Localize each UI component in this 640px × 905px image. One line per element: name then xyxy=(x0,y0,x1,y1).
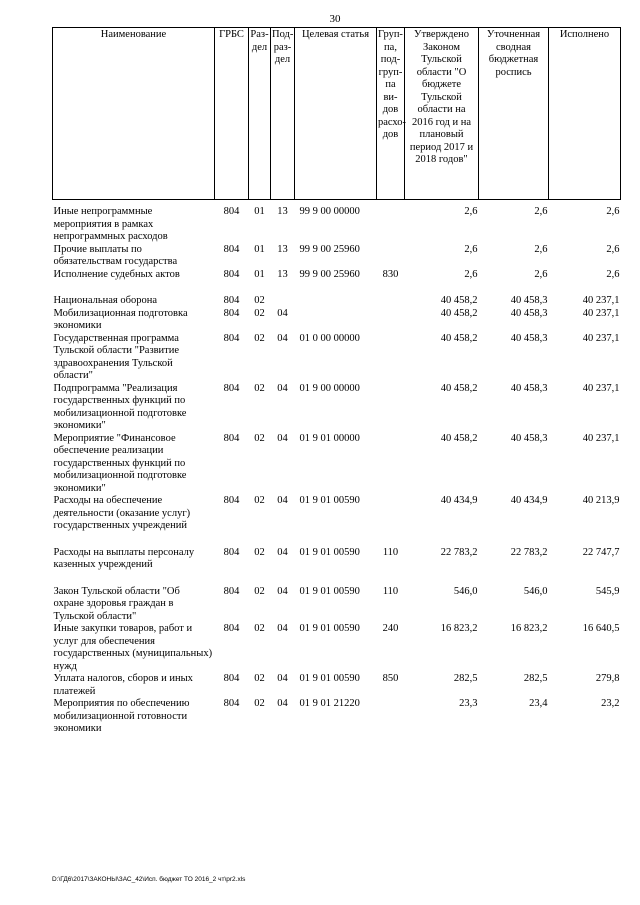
header-grbs: ГРБС xyxy=(215,28,249,200)
table-row xyxy=(53,206,621,244)
row-utochnennaya: 2,6 xyxy=(534,206,548,217)
row-podrazdel: 04 xyxy=(277,307,288,319)
spacer-row xyxy=(53,281,621,295)
row-celevaya: 99 9 00 25960 xyxy=(299,243,360,255)
row-utverzhdeno: 2,6 xyxy=(464,243,478,255)
row-ispolneno: 279,8 xyxy=(595,673,620,684)
row-name: Национальная оборона xyxy=(53,295,157,306)
row-podrazdel xyxy=(271,295,295,308)
row-celevaya xyxy=(295,295,377,308)
row-utverzhdeno: 22 783,2 xyxy=(440,546,478,558)
row-utochnennaya: 2,6 xyxy=(534,268,548,280)
row-ispolneno: 40 237,1 xyxy=(582,307,620,319)
row-utochnennaya: 546,0 xyxy=(523,585,548,597)
row-ispolneno: 40 237,1 xyxy=(582,295,620,306)
row-utverzhdeno: 546,0 xyxy=(453,585,478,597)
row-celevaya: 01 9 01 00590 xyxy=(299,495,360,506)
row-podrazdel: 04 xyxy=(277,623,288,634)
row-name: Иные непрограммные мероприятия в рамках непрограммных расходов xyxy=(53,206,168,242)
page-number: 30 xyxy=(329,13,341,25)
row-grbs: 804 xyxy=(223,206,240,217)
row-grbs: 804 xyxy=(223,295,240,306)
row-utverzhdeno: 16 823,2 xyxy=(440,623,478,634)
row-utochnennaya: 40 458,3 xyxy=(510,432,548,444)
row-utochnennaya: 23,4 xyxy=(529,698,548,709)
row-utochnennaya: 40 458,3 xyxy=(510,382,548,394)
row-utverzhdeno: 40 458,2 xyxy=(440,307,478,319)
row-ispolneno: 2,6 xyxy=(606,268,620,280)
row-utochnennaya: 22 783,2 xyxy=(510,546,548,558)
row-grbs: 804 xyxy=(223,698,240,709)
row-razdel: 02 xyxy=(254,673,265,684)
row-utverzhdeno: 23,3 xyxy=(459,698,478,709)
row-gruppa xyxy=(377,433,405,496)
row-podrazdel: 04 xyxy=(277,432,288,444)
header-podrazdel: Под-раз-дел xyxy=(271,28,295,200)
row-podrazdel: 04 xyxy=(277,332,288,344)
footer-file-path: D:\ГД6\2017\ЗАКОНЫ\ЗАС_42\Исп. бюджет ТО 2016_2 чт\pr2.xls xyxy=(52,876,246,883)
row-utverzhdeno: 40 458,2 xyxy=(440,382,478,394)
table-row xyxy=(53,495,621,533)
row-gruppa xyxy=(377,244,405,269)
row-grbs: 804 xyxy=(223,243,240,255)
row-grbs: 804 xyxy=(223,546,240,558)
row-podrazdel: 13 xyxy=(277,268,288,280)
budget-table xyxy=(52,27,621,736)
table-row xyxy=(53,295,621,308)
row-celevaya: 01 9 01 00590 xyxy=(299,673,360,684)
row-podrazdel: 13 xyxy=(277,206,288,217)
row-ispolneno: 40 237,1 xyxy=(582,432,620,444)
row-ispolneno: 2,6 xyxy=(606,206,620,217)
header-celevaya: Целевая статья xyxy=(295,28,377,200)
row-utverzhdeno: 282,5 xyxy=(453,673,478,684)
table-body xyxy=(53,200,621,736)
row-razdel: 02 xyxy=(254,382,265,394)
row-utochnennaya: 2,6 xyxy=(534,243,548,255)
spacer-row xyxy=(53,533,621,547)
row-podrazdel: 04 xyxy=(277,698,288,709)
row-grbs: 804 xyxy=(223,585,240,597)
row-utochnennaya: 16 823,2 xyxy=(510,623,548,634)
header-row xyxy=(53,28,621,200)
row-name: Мобилизационная подготовка экономики xyxy=(53,307,188,331)
row-celevaya: 01 9 01 00590 xyxy=(299,623,360,634)
row-grbs: 804 xyxy=(223,307,240,319)
row-razdel: 02 xyxy=(254,585,265,597)
row-utverzhdeno: 40 434,9 xyxy=(440,495,478,506)
row-gruppa: 110 xyxy=(382,585,399,597)
row-celevaya: 99 9 00 25960 xyxy=(299,268,360,280)
row-ispolneno: 40 213,9 xyxy=(582,495,620,506)
row-utverzhdeno: 40 458,2 xyxy=(440,432,478,444)
row-gruppa: 830 xyxy=(382,268,399,280)
row-razdel: 02 xyxy=(254,546,265,558)
table-row xyxy=(53,673,621,698)
row-gruppa: 850 xyxy=(382,673,399,684)
row-name: Расходы на выплаты персоналу казенных учреждений xyxy=(53,546,195,570)
row-celevaya: 01 9 01 00000 xyxy=(299,432,360,444)
row-name: Закон Тульской области "Об охране здоровья граждан в Тульской области" xyxy=(53,585,180,622)
row-name: Исполнение судебных актов xyxy=(53,268,180,280)
row-grbs: 804 xyxy=(223,432,240,444)
row-utverzhdeno: 2,6 xyxy=(464,268,478,280)
table-row xyxy=(53,586,621,624)
header-gruppa: Груп-па, под-груп-па ви-дов расхо-дов xyxy=(377,28,405,200)
table-row xyxy=(53,433,621,496)
row-grbs: 804 xyxy=(223,382,240,394)
row-utochnennaya: 40 458,3 xyxy=(510,295,548,306)
table-row xyxy=(53,623,621,673)
row-podrazdel: 04 xyxy=(277,382,288,394)
row-name: Уплата налогов, сборов и иных платежей xyxy=(53,673,193,697)
row-ispolneno: 22 747,7 xyxy=(582,546,620,558)
row-podrazdel: 04 xyxy=(277,585,288,597)
row-celevaya xyxy=(295,308,377,333)
spacer-row xyxy=(53,572,621,586)
table-row xyxy=(53,383,621,433)
table-row xyxy=(53,308,621,333)
row-grbs: 804 xyxy=(223,673,240,684)
row-name: Мероприятие "Финансовое обеспечение реализации государственных функций по мобилизационной подготовке экономики" xyxy=(53,432,187,494)
row-utverzhdeno: 2,6 xyxy=(464,206,478,217)
row-grbs: 804 xyxy=(223,623,240,634)
row-utochnennaya: 282,5 xyxy=(523,673,548,684)
row-podrazdel: 04 xyxy=(277,673,288,684)
row-podrazdel: 04 xyxy=(277,495,288,506)
row-grbs: 804 xyxy=(223,268,240,280)
row-gruppa xyxy=(377,333,405,383)
row-podrazdel: 13 xyxy=(277,243,288,255)
row-gruppa xyxy=(377,295,405,308)
row-gruppa xyxy=(377,206,405,244)
table-row xyxy=(53,244,621,269)
row-utochnennaya: 40 458,3 xyxy=(510,307,548,319)
row-razdel: 02 xyxy=(254,495,265,506)
row-grbs: 804 xyxy=(223,332,240,344)
row-razdel: 02 xyxy=(254,623,265,634)
row-celevaya: 01 9 01 00590 xyxy=(299,585,360,597)
row-gruppa: 240 xyxy=(382,623,399,634)
row-ispolneno: 2,6 xyxy=(606,243,620,255)
row-razdel: 01 xyxy=(254,268,265,280)
row-utochnennaya: 40 458,3 xyxy=(510,332,548,344)
row-utverzhdeno: 40 458,2 xyxy=(440,295,478,306)
row-name: Прочие выплаты по обязательствам государства xyxy=(53,243,178,267)
header-razdel: Раз-дел xyxy=(249,28,271,200)
row-utverzhdeno: 40 458,2 xyxy=(440,332,478,344)
header-utochnennaya: Уточненная сводная бюджетная роспись xyxy=(479,28,549,200)
row-razdel: 01 xyxy=(254,206,265,217)
header-utverzhdeno: Утверждено Законом Тульской области "О бюджете Тульской области на 2016 год и на плановый период 2017 и 2018 годов" xyxy=(405,28,479,200)
row-celevaya: 01 9 00 00000 xyxy=(299,382,360,394)
row-gruppa xyxy=(377,495,405,533)
row-gruppa xyxy=(377,383,405,433)
row-name: Мероприятия по обеспечению мобилизационной готовности экономики xyxy=(53,698,190,734)
row-gruppa xyxy=(377,308,405,333)
row-razdel: 02 xyxy=(254,432,265,444)
row-razdel: 02 xyxy=(254,307,265,319)
table-row xyxy=(53,269,621,282)
row-podrazdel: 04 xyxy=(277,546,288,558)
row-gruppa: 110 xyxy=(382,546,399,558)
table-row xyxy=(53,547,621,572)
row-razdel: 02 xyxy=(254,332,265,344)
row-ispolneno: 16 640,5 xyxy=(582,623,620,634)
header-ispolneno: Исполнено xyxy=(549,28,621,200)
row-gruppa xyxy=(377,698,405,736)
table-row xyxy=(53,698,621,736)
row-razdel: 01 xyxy=(254,243,265,255)
row-ispolneno: 40 237,1 xyxy=(582,382,620,394)
row-celevaya: 99 9 00 00000 xyxy=(299,206,360,217)
row-ispolneno: 40 237,1 xyxy=(582,332,620,344)
row-name: Подпрограмма "Реализация государственных функций по мобилизационной подготовке экономики" xyxy=(53,382,187,431)
table-row xyxy=(53,333,621,383)
row-utochnennaya: 40 434,9 xyxy=(510,495,548,506)
row-name: Иные закупки товаров, работ и услуг для обеспечения государственных (муниципальных) нужд xyxy=(53,623,213,672)
row-razdel: 02 xyxy=(254,698,265,709)
row-celevaya: 01 9 01 00590 xyxy=(299,546,360,558)
row-ispolneno: 23,2 xyxy=(601,698,620,709)
row-razdel: 02 xyxy=(254,295,265,306)
header-name: Наименование xyxy=(53,28,215,200)
row-ispolneno: 545,9 xyxy=(595,585,620,597)
row-name: Государственная программа Тульской области "Развитие здравоохранения Тульской области" xyxy=(53,332,180,381)
row-celevaya: 01 9 01 21220 xyxy=(299,698,360,709)
row-name: Расходы на обеспечение деятельности (оказание услуг) государственных учреждений xyxy=(53,495,191,531)
row-celevaya: 01 0 00 00000 xyxy=(299,332,360,344)
row-grbs: 804 xyxy=(223,495,240,506)
